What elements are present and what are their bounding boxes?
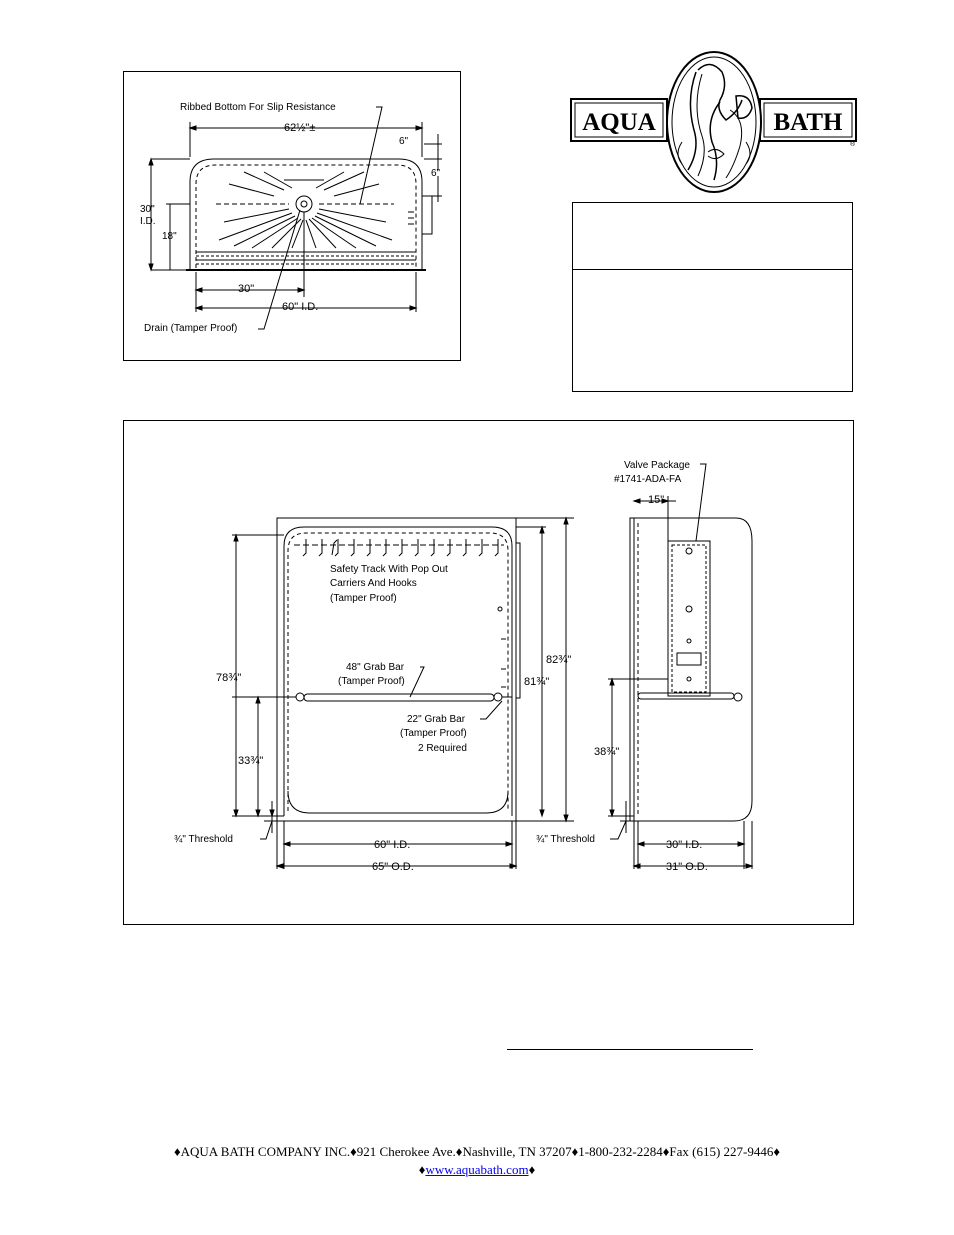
side-dim-30-id: 30" I.D. <box>666 839 703 851</box>
dim-81: 81¾" <box>524 676 550 688</box>
company-address: ♦AQUA BATH COMPANY INC.♦921 Cherokee Ave.♦Nashville, TN 37207♦1-800-232-2284♦Fax (615) 227-9446♦ <box>174 1144 780 1159</box>
logo-bath: BATH <box>773 109 843 136</box>
diamond-right: ♦ <box>528 1162 536 1177</box>
valve-label-2: #1741-ADA-FA <box>614 474 682 485</box>
dim-6b: 6" <box>431 168 441 179</box>
grab48-label-2: (Tamper Proof) <box>338 676 405 687</box>
front-dim-60-id: 60" I.D. <box>374 839 411 851</box>
grab22-label-2: (Tamper Proof) <box>400 728 467 739</box>
signature-line <box>507 1049 753 1050</box>
dim-18: 18" <box>162 231 177 242</box>
title-block-divider <box>573 269 852 270</box>
company-footer <box>0 1144 954 1160</box>
safety-track-label-3: (Tamper Proof) <box>330 593 397 604</box>
elevation-drawing <box>124 421 853 924</box>
dim-78: 78¾" <box>216 672 242 684</box>
valve-label-1: Valve Package <box>624 460 690 471</box>
dim-30: 30" <box>238 283 255 295</box>
website-footer <box>0 1162 954 1178</box>
logo-registered: ® <box>850 141 856 148</box>
grab48-label-1: 48" Grab Bar <box>346 662 405 673</box>
side-threshold: ¾" Threshold <box>536 834 595 845</box>
plan-view-drawing <box>124 72 460 360</box>
side-dim-31-od: 31" O.D. <box>666 861 708 873</box>
dim-30-id-line1: 30" <box>140 204 155 215</box>
drain-label: Drain (Tamper Proof) <box>144 323 238 334</box>
dim-30-id-line2: I.D. <box>140 216 156 227</box>
side-dim-38: 38¾" <box>594 746 620 758</box>
logo-aqua: AQUA <box>582 109 656 136</box>
front-threshold: ¾" Threshold <box>174 834 233 845</box>
dim-33: 33¾" <box>238 755 264 767</box>
overall-width-dim: 62½"± <box>284 122 316 134</box>
grab22-label-3: 2 Required <box>418 743 467 754</box>
aqua-bath-logo <box>570 50 860 198</box>
grab22-label-1: 22" Grab Bar <box>407 714 466 725</box>
title-block <box>572 202 853 392</box>
front-dim-65-od: 65" O.D. <box>372 861 414 873</box>
dim-60-id: 60" I.D. <box>282 301 319 313</box>
elevation-frame <box>123 420 854 925</box>
dim-6a: 6" <box>399 136 409 147</box>
ribbed-label: Ribbed Bottom For Slip Resistance <box>180 102 336 113</box>
safety-track-label-1: Safety Track With Pop Out <box>330 564 448 575</box>
website-link[interactable]: www.aquabath.com <box>425 1162 529 1177</box>
diamond-left: ♦ <box>418 1162 426 1177</box>
safety-track-label-2: Carriers And Hooks <box>330 578 417 589</box>
dim-82: 82¾" <box>546 654 572 666</box>
plan-view-frame <box>123 71 461 361</box>
side-dim-15: 15" <box>648 494 665 506</box>
